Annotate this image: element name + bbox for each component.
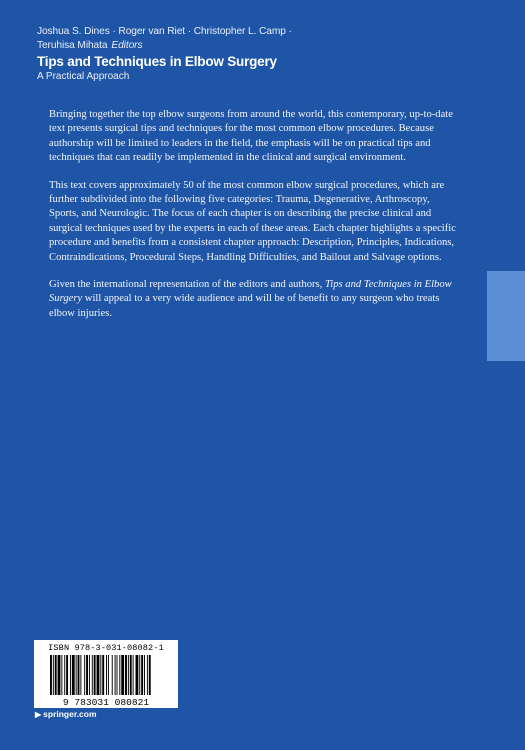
blurb-paragraph-3-start: Given the international representation of the editors and authors, <box>49 279 325 291</box>
barcode-bar <box>66 655 68 695</box>
barcode-bar <box>130 655 132 695</box>
book-subtitle: A Practical Approach <box>37 71 130 82</box>
barcode-bar <box>84 655 85 695</box>
blurb <box>49 108 461 334</box>
blurb-paragraph-3 <box>49 278 461 321</box>
barcode-bar <box>100 655 101 695</box>
side-color-tab <box>487 271 525 361</box>
barcode-bar <box>86 655 88 695</box>
arrow-right-icon: ▶ <box>35 710 42 719</box>
barcode-bar <box>108 655 109 695</box>
publisher-name: springer.com <box>43 709 97 719</box>
barcode-bar <box>117 655 118 695</box>
barcode-bar <box>58 655 61 695</box>
barcode-bar <box>141 655 143 695</box>
barcode-bar <box>94 655 96 695</box>
barcode-bar <box>139 655 140 695</box>
editor-name-mihata: Teruhisa Mihata <box>37 40 108 51</box>
barcode-bar <box>78 655 80 695</box>
blurb-title-italic: Tips and Techniques in Elbow Surgery <box>49 279 452 305</box>
barcode-bar <box>125 655 127 695</box>
barcode-digits: 9 783031 080821 <box>62 697 150 708</box>
barcode-bar <box>136 655 139 695</box>
barcode-bar <box>102 655 104 695</box>
barcode-bar <box>53 655 54 695</box>
barcode-bar <box>76 655 77 695</box>
blurb-paragraph-2: This text covers approximately 50 of the most common elbow surgical procedures, which are further subdivided into the following five categories: Trauma, Degenerative, Arthroscopy, Sports, and Neurologic. The focus of each chapter is on describing the precise clinical and surgical techniques used by the experts in each of these areas. Each chapter highlights a specific procedure and benefits from a consistent chapter approach: Description, Principles, Indications, Contraindications, Procedural Steps, Handling Difficulties, and Bailout and Salvage options. <box>49 179 456 263</box>
editors-line-2 <box>37 39 467 53</box>
barcode-bar <box>128 655 129 695</box>
barcode-bar <box>92 655 93 695</box>
barcode-bar <box>61 655 62 695</box>
barcode-bar <box>112 655 113 695</box>
barcode-bar <box>121 655 124 695</box>
book-title: Tips and Techniques in Elbow Surgery <box>37 54 277 69</box>
barcode-bar <box>97 655 100 695</box>
barcode-bar <box>119 655 120 695</box>
editors-line-1: Joshua S. Dines · Roger van Riet · Christopher L. Camp · <box>37 26 292 37</box>
cover-header <box>37 25 467 83</box>
barcode-bar <box>64 655 65 695</box>
isbn-number: ISBN 978-3-031-08082-1 <box>48 643 164 653</box>
publisher-link[interactable] <box>35 709 97 719</box>
barcode-bar <box>144 655 145 695</box>
barcode-bar <box>89 655 90 695</box>
barcode-bar <box>72 655 75 695</box>
blurb-paragraph-1: Bringing together the top elbow surgeons from around the world, this contemporary, up-to-date text presents surgical tips and techniques for the most common elbow procedures. Because authorship will be limited to leaders in the field, the emphasis will be on practical tips and techniques that can readily be implemented in the clinical and surgical environment. <box>49 109 453 164</box>
barcode-bar <box>115 655 116 695</box>
barcode-bar <box>55 655 57 695</box>
barcode-bar <box>147 655 148 695</box>
barcode-bar <box>133 655 134 695</box>
barcode-bar <box>50 655 52 695</box>
isbn-barcode <box>34 640 178 708</box>
editors-tag: Editors <box>111 40 143 51</box>
barcode-bar <box>70 655 71 695</box>
barcode-bar <box>106 655 107 695</box>
blurb-paragraph-3-end: will appeal to a very wide audience and will be of benefit to any surgeon who treats elbow injuries. <box>49 293 440 319</box>
barcode-bar <box>149 655 151 695</box>
barcode-bar <box>80 655 81 695</box>
